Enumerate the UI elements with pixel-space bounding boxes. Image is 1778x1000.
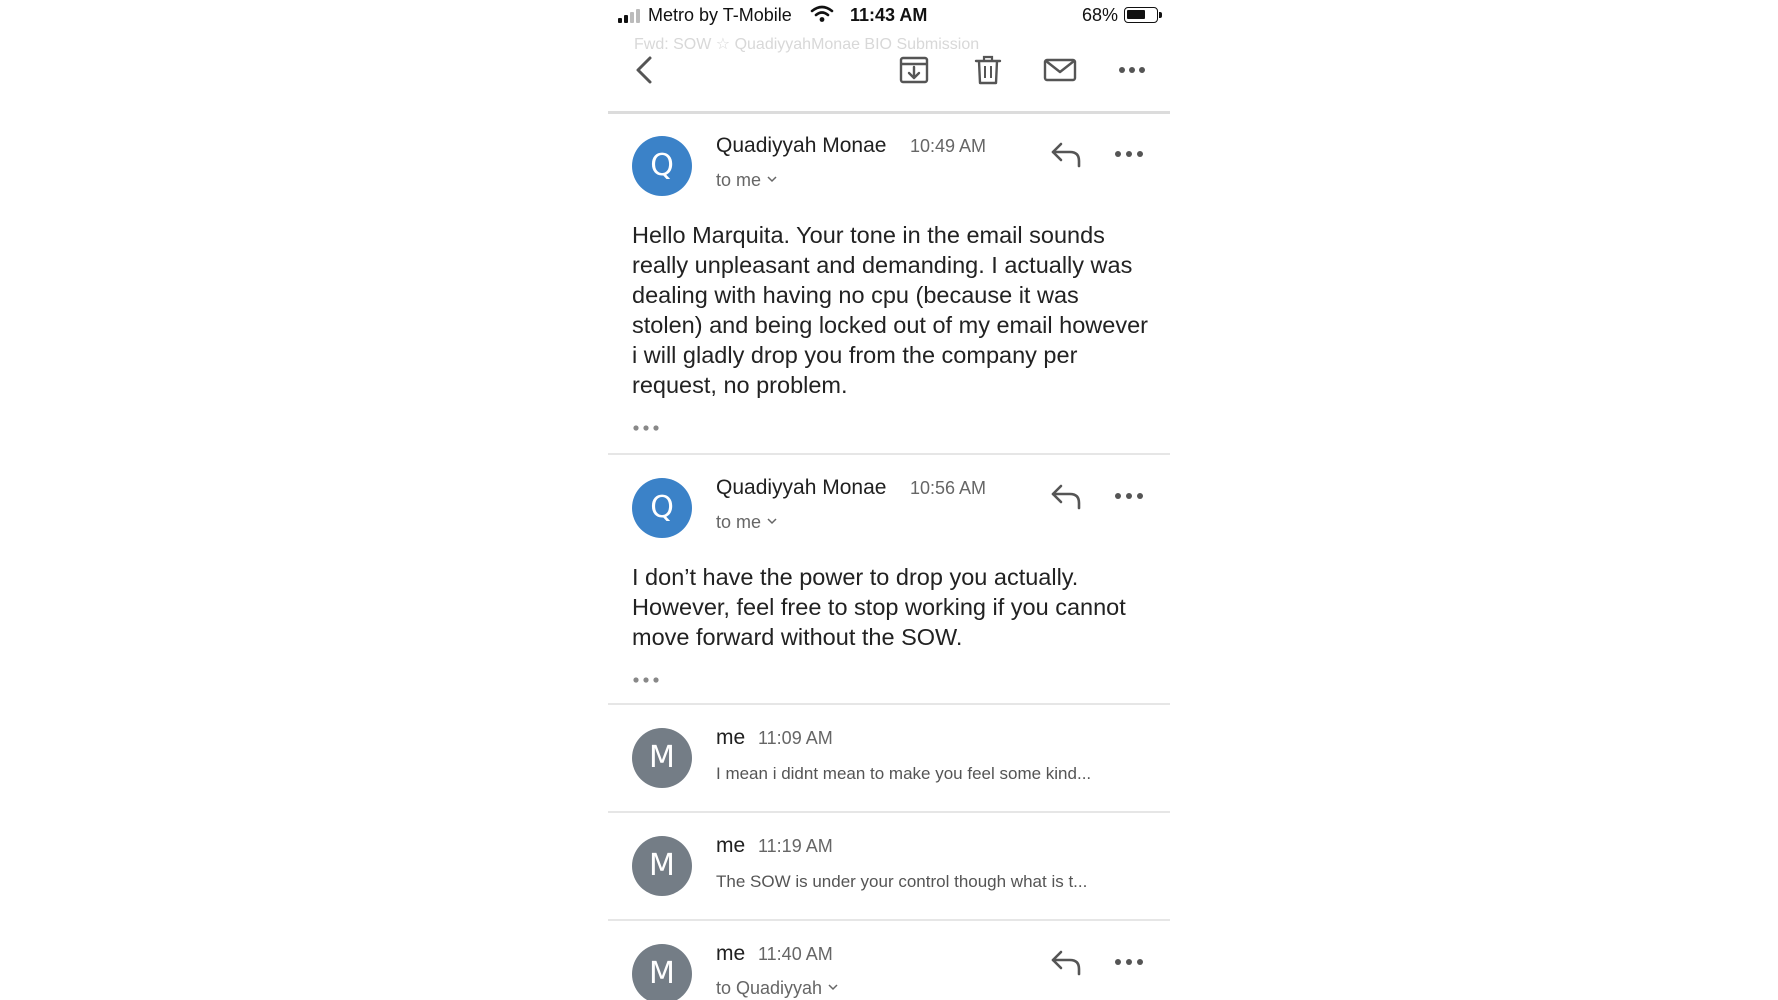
avatar: M bbox=[632, 728, 692, 788]
message-expanded[interactable] bbox=[608, 458, 1170, 702]
archive-icon[interactable] bbox=[896, 52, 932, 88]
thread-toolbar bbox=[608, 32, 1170, 114]
recipient-toggle[interactable] bbox=[716, 170, 777, 191]
wifi-icon bbox=[810, 5, 834, 23]
recipient-toggle[interactable] bbox=[716, 978, 838, 999]
avatar: Q bbox=[632, 478, 692, 538]
mail-icon[interactable] bbox=[1042, 52, 1078, 88]
divider bbox=[608, 919, 1170, 921]
message-body: Hello Marquita. Your tone in the email sounds really unpleasant and demanding. I actually was dealing with having no cpu (because it was stolen) and being locked out of my email however i will gladly drop you from the company per request, no problem. bbox=[632, 222, 1148, 398]
message-collapsed[interactable] bbox=[608, 706, 1170, 810]
reply-icon[interactable] bbox=[1050, 948, 1082, 976]
chevron-down-icon bbox=[767, 516, 777, 526]
more-icon[interactable] bbox=[1114, 490, 1144, 502]
email-thread-screen bbox=[608, 0, 1170, 1000]
expand-dots-icon[interactable] bbox=[632, 676, 660, 684]
avatar: Q bbox=[632, 136, 692, 196]
message-time: 10:49 AM bbox=[910, 136, 987, 156]
trash-icon[interactable] bbox=[970, 52, 1006, 88]
message-expanded[interactable] bbox=[608, 116, 1170, 456]
message-expanded[interactable] bbox=[608, 922, 1170, 1000]
more-icon[interactable] bbox=[1114, 52, 1150, 88]
message-time: 10:56 AM bbox=[910, 478, 987, 498]
chevron-down-icon bbox=[828, 982, 838, 992]
avatar: M bbox=[632, 836, 692, 896]
divider bbox=[608, 703, 1170, 705]
sender-name: me bbox=[716, 726, 746, 749]
message-snippet: I mean i didnt mean to make you feel some kind... bbox=[716, 764, 1092, 783]
sender-name: Quadiyyah Monae bbox=[716, 476, 887, 499]
back-chevron-icon[interactable] bbox=[628, 52, 664, 88]
recipient-toggle[interactable] bbox=[716, 512, 777, 533]
message-body: I don’t have the power to drop you actually. However, feel free to stop working if you cannot move forward without the SOW. bbox=[632, 564, 1126, 650]
avatar: M bbox=[632, 944, 692, 1000]
message-snippet: The SOW is under your control though what is t... bbox=[716, 872, 1088, 891]
recipient-label: to me bbox=[716, 170, 762, 190]
expand-dots-icon[interactable] bbox=[632, 424, 660, 432]
recipient-label: to me bbox=[716, 512, 762, 532]
reply-icon[interactable] bbox=[1050, 482, 1082, 510]
chevron-down-icon bbox=[767, 174, 777, 184]
battery-icon bbox=[1124, 7, 1158, 23]
carrier-name: Metro by T-Mobile bbox=[648, 5, 792, 25]
message-time: 11:09 AM bbox=[758, 728, 833, 748]
signal-icon bbox=[618, 9, 644, 23]
reply-icon[interactable] bbox=[1050, 140, 1082, 168]
status-bar bbox=[608, 0, 1170, 30]
sender-name: me bbox=[716, 834, 746, 857]
message-collapsed[interactable] bbox=[608, 814, 1170, 918]
recipient-label: to Quadiyyah bbox=[716, 978, 823, 998]
sender-name: Quadiyyah Monae bbox=[716, 134, 887, 157]
ghost-subject-text: Fwd: SOW ☆ QuadiyyahMonae BIO Submission bbox=[634, 36, 980, 53]
divider bbox=[608, 811, 1170, 813]
battery-percent: 68% bbox=[1082, 5, 1119, 25]
sender-name: me bbox=[716, 942, 746, 965]
divider bbox=[608, 453, 1170, 455]
message-time: 11:40 AM bbox=[758, 944, 833, 964]
more-icon[interactable] bbox=[1114, 956, 1144, 968]
more-icon[interactable] bbox=[1114, 148, 1144, 160]
status-time: 11:43 AM bbox=[850, 5, 928, 25]
message-time: 11:19 AM bbox=[758, 836, 833, 856]
